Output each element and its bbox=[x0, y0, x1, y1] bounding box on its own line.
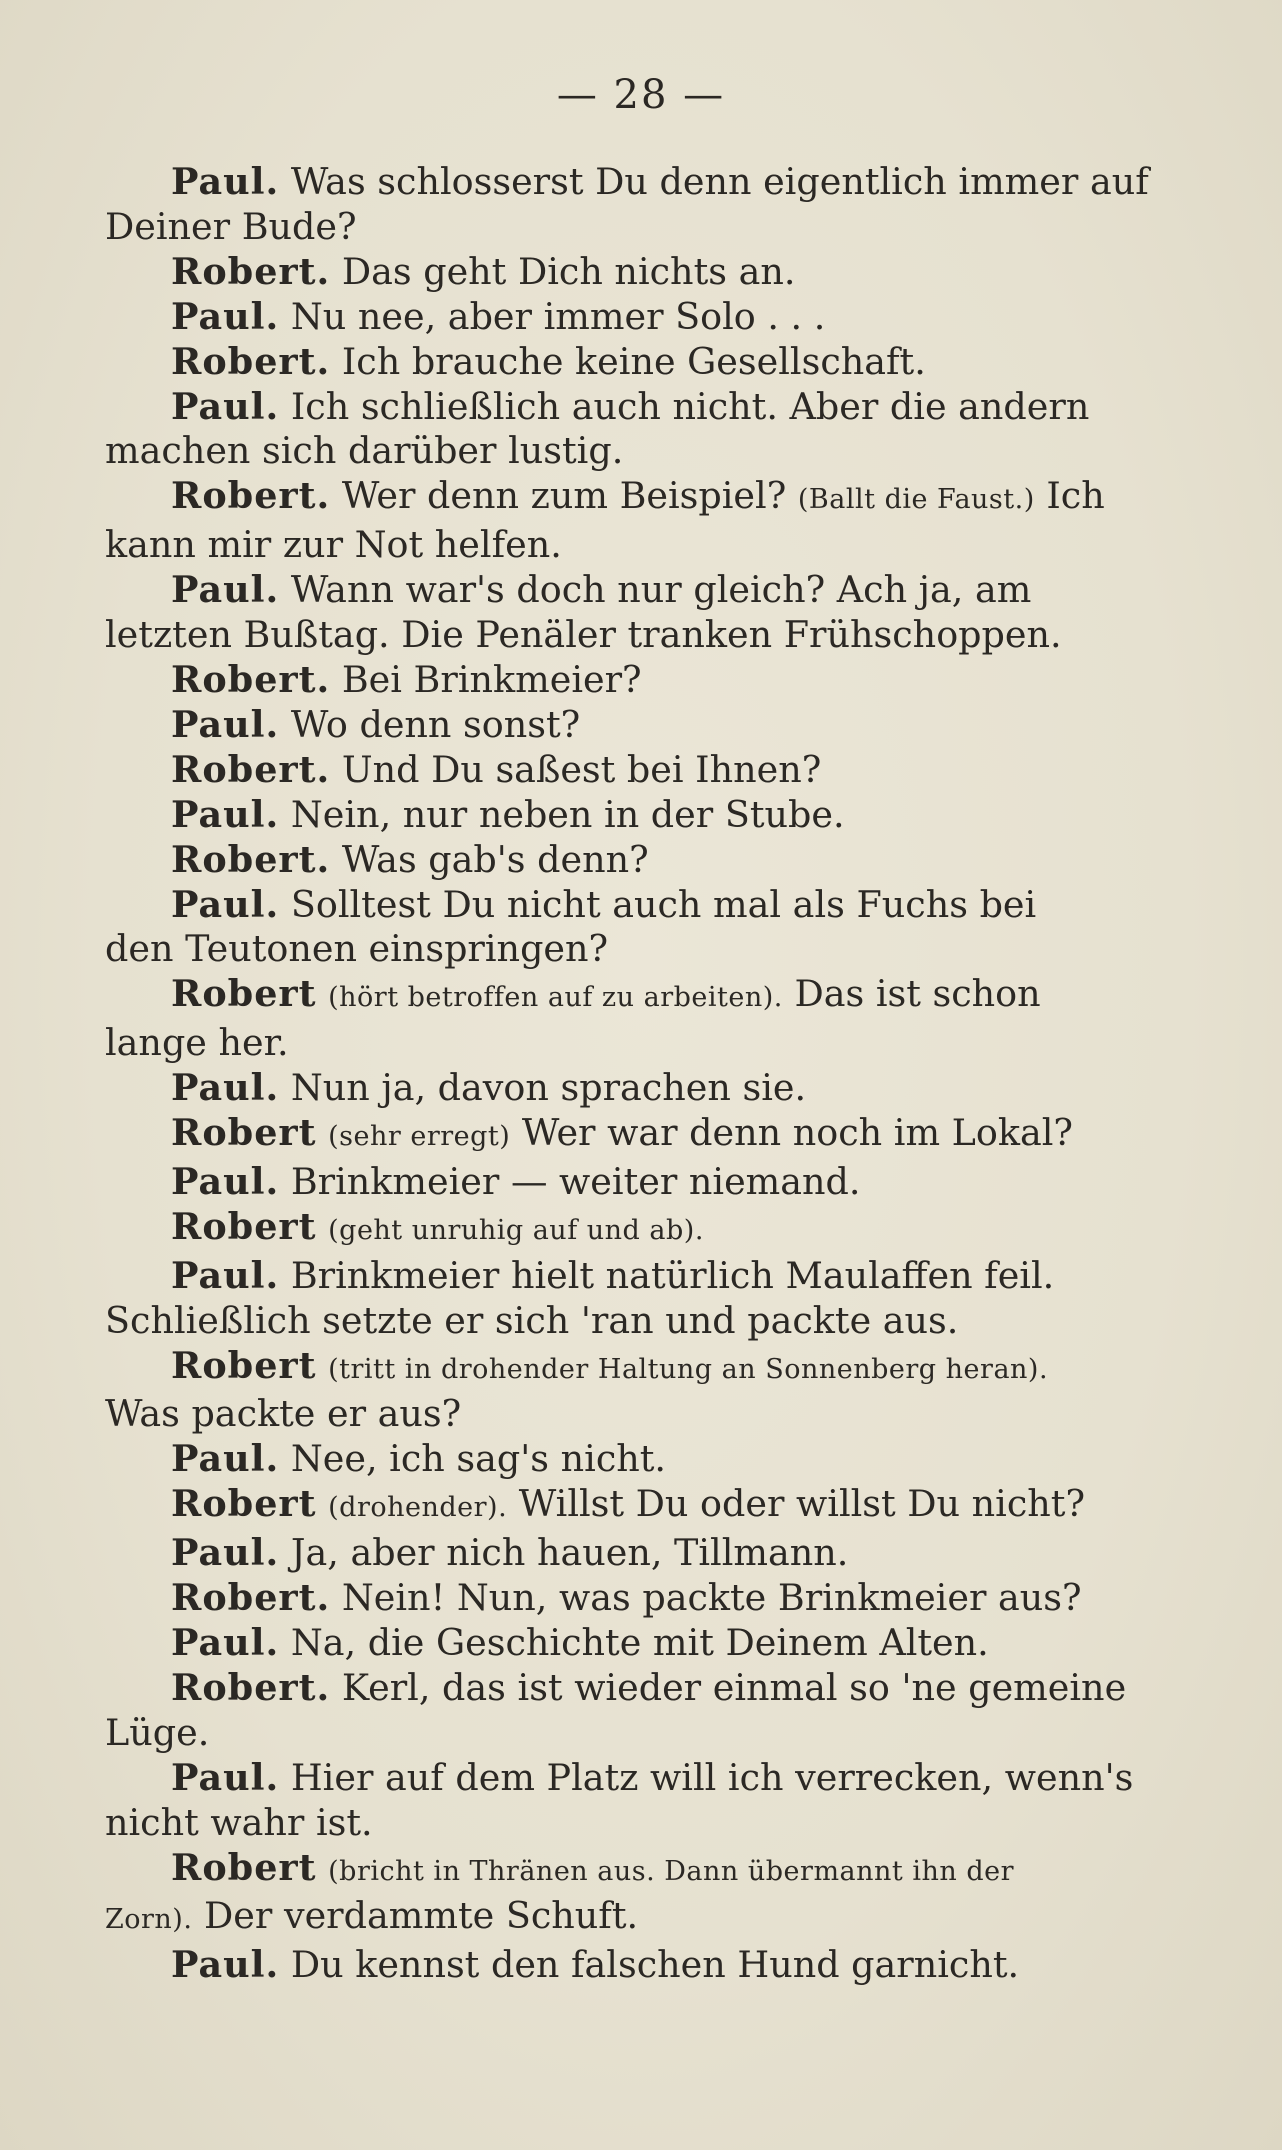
line-text: lange her. bbox=[105, 1021, 289, 1065]
speaker-name: Robert. bbox=[171, 747, 331, 791]
stage-direction: Zorn). bbox=[105, 1904, 193, 1936]
speaker-name: Paul. bbox=[171, 702, 280, 746]
page-number: — 28 — bbox=[556, 72, 726, 118]
speaker-name: Paul. bbox=[171, 160, 280, 203]
speaker-name: Paul. bbox=[171, 882, 280, 926]
stage-direction: (geht unruhig auf und ab). bbox=[328, 1214, 704, 1246]
line-text: Schließlich setzte er sich 'ran und packte aus. bbox=[105, 1298, 959, 1342]
line-text: Ich bbox=[1046, 474, 1105, 518]
line-text: Wer denn zum Beispiel? bbox=[341, 474, 787, 518]
line-text: Der verdammte Schuft. bbox=[204, 1894, 639, 1938]
text-line bbox=[105, 793, 1185, 838]
stage-direction: (sehr erregt) bbox=[328, 1121, 511, 1153]
text-line bbox=[105, 1531, 1185, 1576]
line-text: Ich brauche keine Gesellschaft. bbox=[341, 339, 926, 383]
text-line bbox=[105, 1576, 1185, 1621]
text-line bbox=[105, 1846, 1185, 1895]
text-line bbox=[105, 1344, 1185, 1393]
speaker-name: Paul. bbox=[171, 792, 280, 836]
text-line bbox=[105, 1392, 1185, 1437]
line-text: Was schlosserst Du denn eigentlich immer auf bbox=[290, 160, 1149, 203]
text-line bbox=[105, 1205, 1185, 1254]
text-line bbox=[105, 927, 1185, 972]
stage-direction: (bricht in Thränen aus. Dann übermannt ihn der bbox=[328, 1855, 1015, 1887]
line-text: Deiner Bude? bbox=[105, 204, 357, 248]
line-text: Das ist schon bbox=[794, 972, 1041, 1016]
line-text: Willst Du oder willst Du nicht? bbox=[518, 1482, 1086, 1526]
text-line bbox=[105, 1066, 1185, 1111]
text-line bbox=[105, 838, 1185, 883]
line-text: Was gab's denn? bbox=[341, 837, 649, 881]
line-text: Nee, ich sag's nicht. bbox=[290, 1437, 667, 1481]
line-text: Solltest Du nicht auch mal als Fuchs bei bbox=[290, 882, 1037, 926]
speaker-name: Paul. bbox=[171, 1621, 280, 1664]
line-text: Ja, aber nich hauen, Tillmann. bbox=[290, 1531, 849, 1575]
text-line bbox=[105, 883, 1185, 928]
text-line bbox=[105, 250, 1185, 295]
line-text: Lüge. bbox=[105, 1710, 210, 1754]
speaker-name: Robert bbox=[171, 1111, 317, 1155]
speaker-name: Paul. bbox=[171, 384, 280, 428]
line-text: Du kennst den falschen Hund garnicht. bbox=[290, 1943, 1020, 1987]
speaker-name: Robert. bbox=[171, 837, 331, 881]
text-line bbox=[105, 1111, 1185, 1160]
text-line bbox=[105, 1943, 1185, 1988]
speaker-name: Robert. bbox=[171, 657, 331, 701]
text-line bbox=[105, 1801, 1185, 1846]
text-line bbox=[105, 568, 1185, 613]
text-line bbox=[105, 1621, 1185, 1666]
speaker-name: Robert bbox=[171, 1845, 317, 1889]
speaker-name: Paul. bbox=[171, 1755, 280, 1799]
speaker-name: Paul. bbox=[171, 1943, 280, 1987]
text-line bbox=[105, 748, 1185, 793]
dialogue-text bbox=[105, 160, 1185, 1988]
text-line bbox=[105, 1254, 1185, 1299]
text-line bbox=[105, 160, 1185, 205]
line-text: Was packte er aus? bbox=[105, 1392, 462, 1436]
speaker-name: Robert. bbox=[171, 1576, 331, 1620]
text-line bbox=[105, 1299, 1185, 1344]
line-text: Nun ja, davon sprachen sie. bbox=[290, 1066, 807, 1110]
line-text: Kerl, das ist wieder einmal so 'ne gemeine bbox=[341, 1665, 1127, 1709]
text-line bbox=[105, 658, 1185, 703]
line-text: nicht wahr ist. bbox=[105, 1800, 373, 1844]
line-text: Wer war denn noch im Lokal? bbox=[521, 1111, 1074, 1155]
speaker-name: Paul. bbox=[171, 1066, 280, 1110]
text-line bbox=[105, 703, 1185, 748]
text-line bbox=[105, 523, 1185, 568]
text-line bbox=[105, 1666, 1185, 1711]
speaker-name: Robert. bbox=[171, 1665, 331, 1709]
stage-direction: (hört betroffen auf zu arbeiten). bbox=[328, 982, 783, 1014]
speaker-name: Robert bbox=[171, 1482, 317, 1526]
speaker-name: Robert. bbox=[171, 339, 331, 383]
stage-direction: (tritt in drohender Haltung an Sonnenberg heran). bbox=[328, 1353, 1049, 1385]
line-text: Nein! Nun, was packte Brinkmeier aus? bbox=[341, 1576, 1082, 1620]
speaker-name: Paul. bbox=[171, 1159, 280, 1203]
text-line bbox=[105, 1021, 1185, 1066]
line-text: Nein, nur neben in der Stube. bbox=[290, 792, 845, 836]
speaker-name: Paul. bbox=[171, 1531, 280, 1575]
line-text: letzten Bußtag. Die Penäler tranken Frühschoppen. bbox=[105, 613, 1062, 657]
text-line bbox=[105, 972, 1185, 1021]
line-text: Wo denn sonst? bbox=[290, 702, 581, 746]
line-text: Nu nee, aber immer Solo . . . bbox=[290, 294, 826, 338]
text-line bbox=[105, 1437, 1185, 1482]
line-text: Bei Brinkmeier? bbox=[341, 657, 642, 701]
text-line bbox=[105, 385, 1185, 430]
text-line bbox=[105, 1711, 1185, 1756]
stage-direction: (Ballt die Faust.) bbox=[797, 484, 1035, 516]
speaker-name: Paul. bbox=[171, 1437, 280, 1481]
line-text: den Teutonen einspringen? bbox=[105, 927, 609, 971]
speaker-name: Paul. bbox=[171, 1253, 280, 1297]
text-line bbox=[105, 613, 1185, 658]
speaker-name: Robert. bbox=[171, 249, 331, 293]
text-line bbox=[105, 1160, 1185, 1205]
line-text: Brinkmeier hielt natürlich Maulaffen feil. bbox=[290, 1253, 1055, 1297]
text-line bbox=[105, 474, 1185, 523]
line-text: Hier auf dem Platz will ich verrecken, wenn's bbox=[290, 1755, 1134, 1799]
stage-direction: (drohender). bbox=[328, 1492, 508, 1524]
text-line bbox=[105, 1894, 1185, 1943]
text-line bbox=[105, 1482, 1185, 1531]
text-line bbox=[105, 1756, 1185, 1801]
line-text: Na, die Geschichte mit Deinem Alten. bbox=[290, 1621, 989, 1664]
line-text: Ich schließlich auch nicht. Aber die andern bbox=[290, 384, 1090, 428]
speaker-name: Robert bbox=[171, 1343, 317, 1387]
line-text: Und Du saßest bei Ihnen? bbox=[341, 747, 822, 791]
speaker-name: Robert bbox=[171, 972, 317, 1016]
text-line bbox=[105, 295, 1185, 340]
text-line bbox=[105, 340, 1185, 385]
text-line bbox=[105, 205, 1185, 250]
line-text: machen sich darüber lustig. bbox=[105, 429, 624, 473]
speaker-name: Robert. bbox=[171, 474, 331, 518]
speaker-name: Paul. bbox=[171, 294, 280, 338]
line-text: kann mir zur Not helfen. bbox=[105, 523, 562, 567]
line-text: Brinkmeier — weiter niemand. bbox=[290, 1159, 861, 1203]
line-text: Das geht Dich nichts an. bbox=[341, 249, 796, 293]
line-text: Wann war's doch nur gleich? Ach ja, am bbox=[290, 568, 1032, 612]
text-line bbox=[105, 429, 1185, 474]
speaker-name: Paul. bbox=[171, 568, 280, 612]
speaker-name: Robert bbox=[171, 1204, 317, 1248]
